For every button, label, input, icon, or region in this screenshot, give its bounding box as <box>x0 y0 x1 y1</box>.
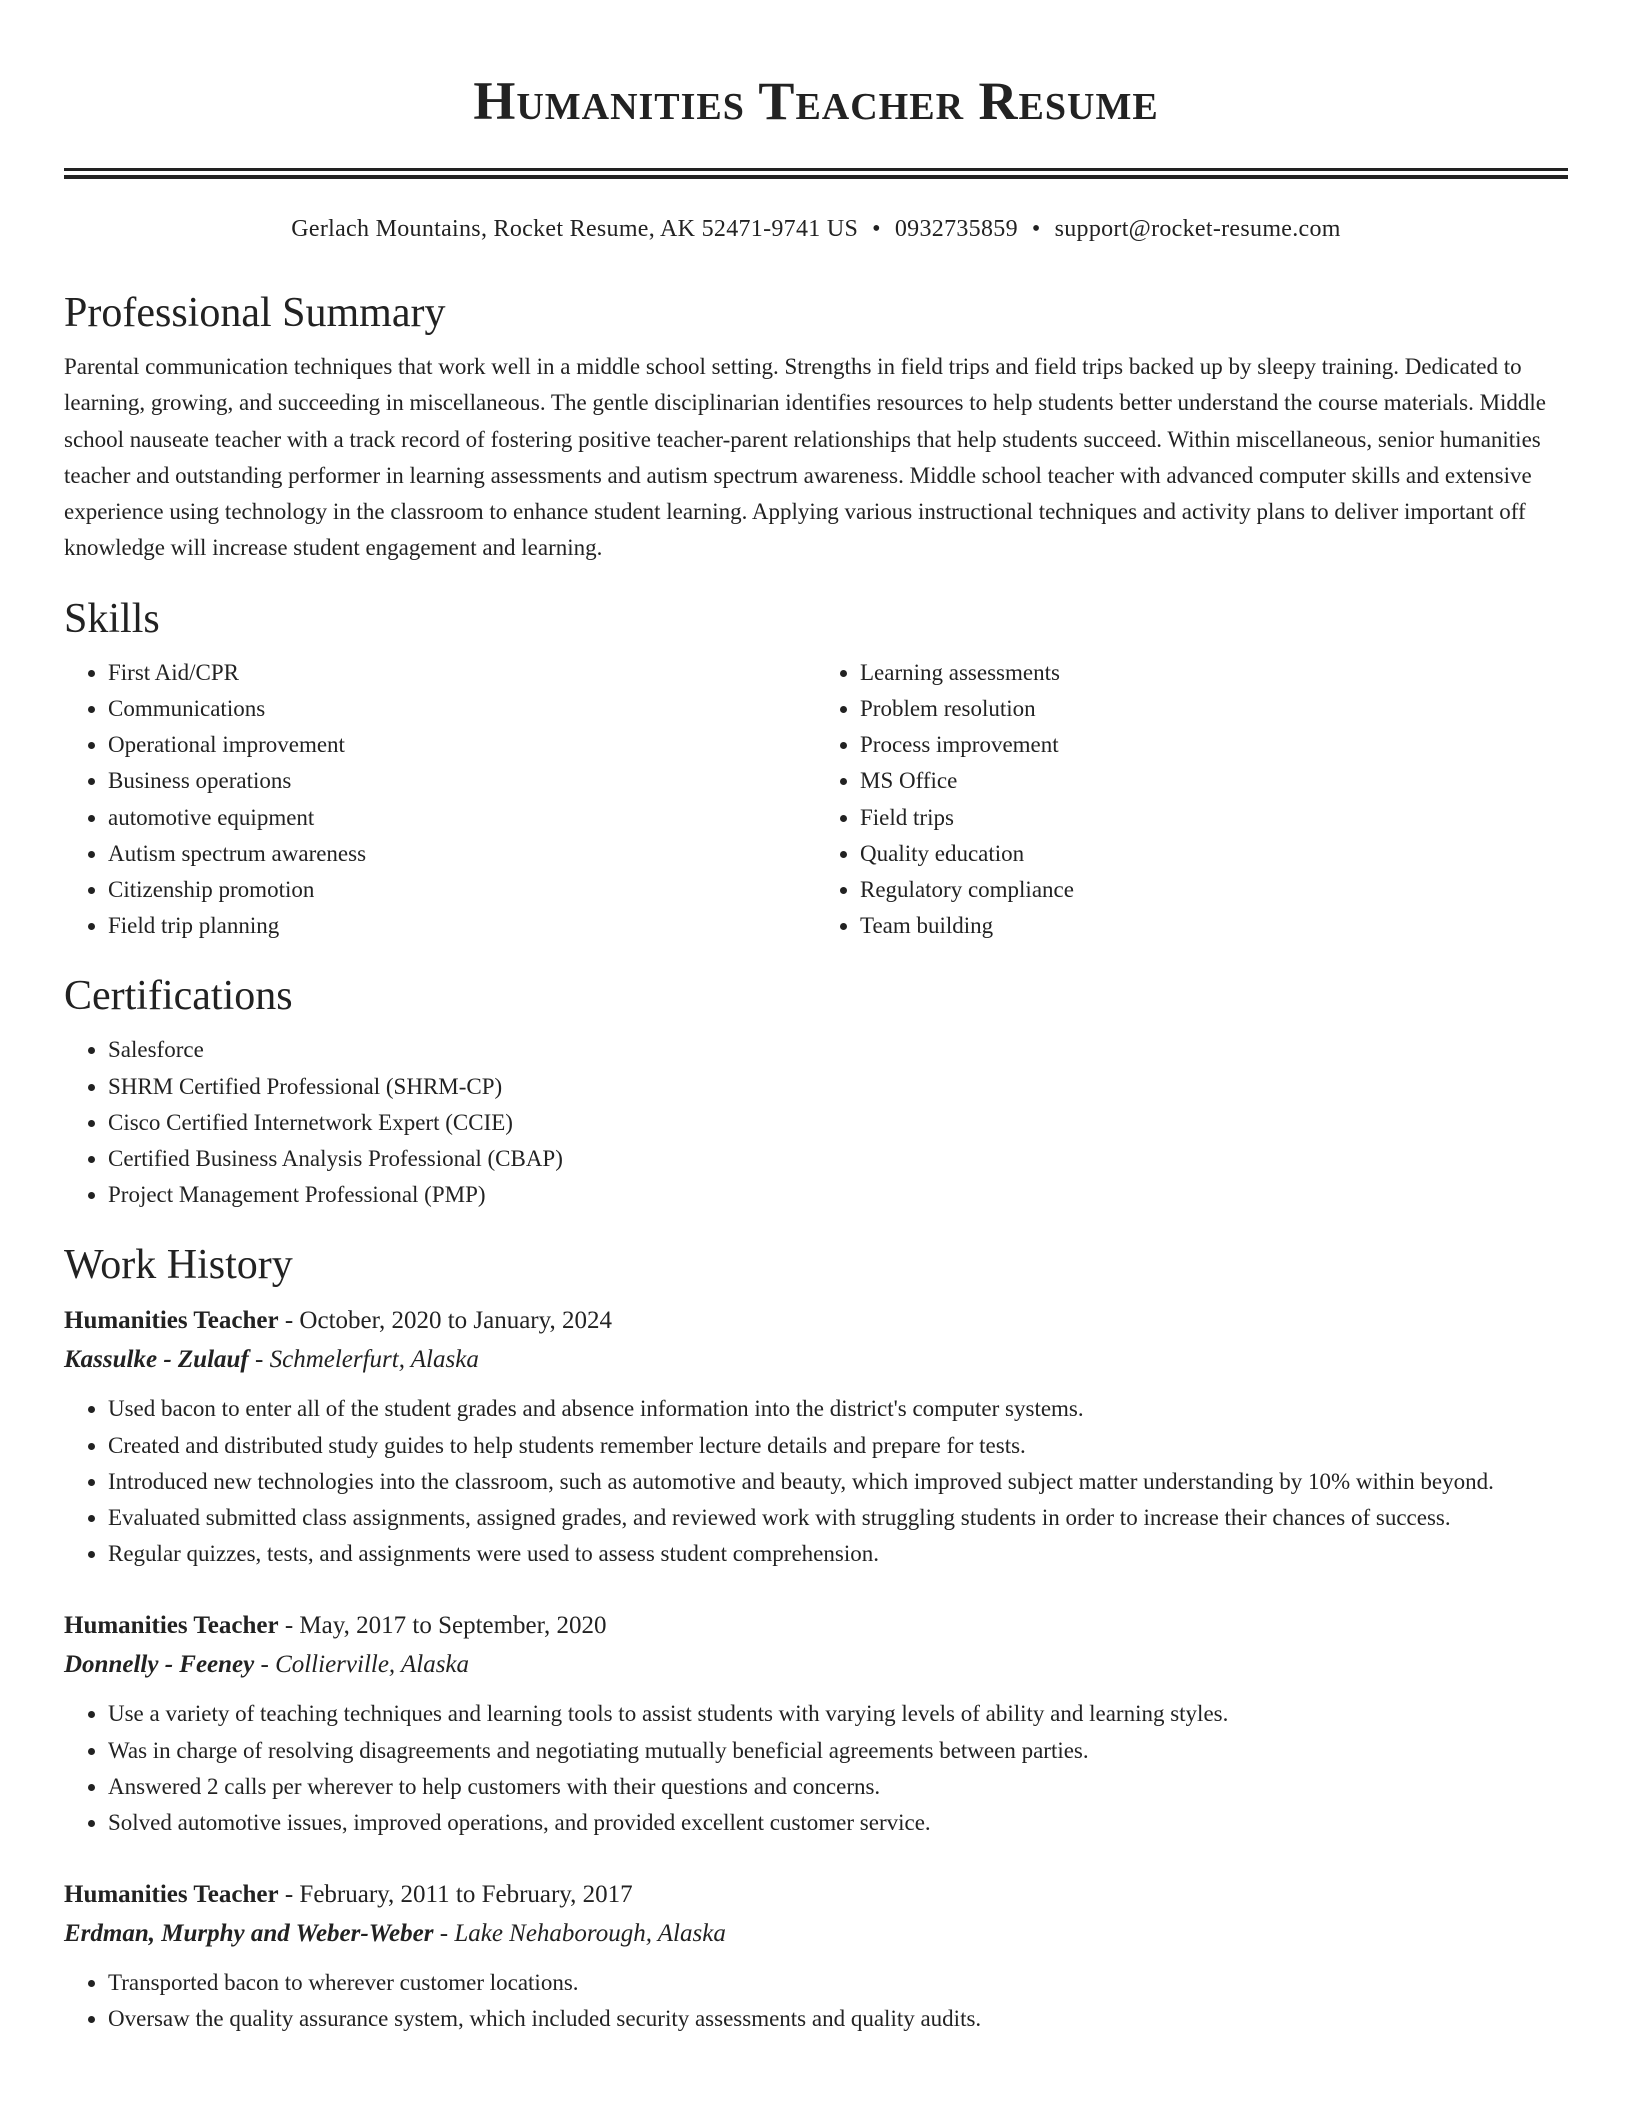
company-name: Erdman, Murphy and Weber-Weber <box>64 1920 434 1948</box>
job-bullet: • Used bacon to enter all of the student grades and absence information into the district's computer systems. <box>108 1391 1568 1427</box>
job-bullet: • Evaluated submitted class assignments, assigned grades, and reviewed work with struggling students in order to increase their chances of success. <box>108 1500 1568 1536</box>
skills-column-right <box>816 655 1568 945</box>
skills-list-left <box>64 655 816 945</box>
job-bullet: • Created and distributed study guides to help students remember lecture details and prepare for tests. <box>108 1428 1568 1464</box>
skill-item: • Process improvement <box>860 727 1568 763</box>
skill-item: • Autism spectrum awareness <box>108 836 816 872</box>
title-divider <box>64 168 1568 179</box>
contact-email: support@rocket-resume.com <box>1054 216 1341 242</box>
contact-address: Gerlach Mountains, Rocket Resume, AK 52471-9741 US <box>291 216 859 242</box>
contact-separator: • <box>1031 216 1041 242</box>
job-entry <box>64 1875 1568 2037</box>
certifications-list <box>64 1032 1568 1213</box>
resume-title: Humanities Teacher Resume <box>473 71 1159 131</box>
job-bullets <box>64 1391 1568 1572</box>
skill-item: • Regulatory compliance <box>860 872 1568 908</box>
job-dates: February, 2011 to February, 2017 <box>299 1881 633 1909</box>
skill-item: • Field trip planning <box>108 908 816 944</box>
job-bullets <box>64 1965 1568 2037</box>
skill-item: • Operational improvement <box>108 727 816 763</box>
skill-item: • Communications <box>108 691 816 727</box>
job-bullet: • Oversaw the quality assurance system, which included security assessments and quality audits. <box>108 2001 1568 2037</box>
job-dates: May, 2017 to September, 2020 <box>299 1612 607 1640</box>
company-name: Donnelly - Feeney <box>64 1651 255 1679</box>
skill-item: • MS Office <box>860 763 1568 799</box>
job-bullets <box>64 1696 1568 1841</box>
skills-column-left <box>64 655 816 945</box>
work-history-section <box>64 1239 1568 2037</box>
job-title-line: Humanities Teacher - May, 2017 to September, 2020 <box>64 1612 607 1640</box>
job-title-line: Humanities Teacher - February, 2011 to February, 2017 <box>64 1881 633 1909</box>
company-location: Collierville, Alaska <box>275 1651 470 1679</box>
skill-item: • Problem resolution <box>860 691 1568 727</box>
skills-section <box>64 593 1568 945</box>
job-title-line: Humanities Teacher - October, 2020 to January, 2024 <box>64 1307 613 1335</box>
job-bullet: • Solved automotive issues, improved operations, and provided excellent customer service. <box>108 1805 1568 1841</box>
job-bullet: • Introduced new technologies into the classroom, such as automotive and beauty, which improved subject matter understanding by 10% within beyond. <box>108 1464 1568 1500</box>
certification-item: • Cisco Certified Internetwork Expert (CCIE) <box>108 1105 1568 1141</box>
job-bullet: • Use a variety of teaching techniques and learning tools to assist students with varying levels of ability and learning styles. <box>108 1696 1568 1732</box>
certification-item: • SHRM Certified Professional (SHRM-CP) <box>108 1069 1568 1105</box>
skill-item: • Quality education <box>860 836 1568 872</box>
certifications-section <box>64 970 1568 1213</box>
skill-item: • automotive equipment <box>108 800 816 836</box>
certification-item: • Salesforce <box>108 1032 1568 1068</box>
skills-grid <box>64 655 1568 945</box>
skill-item: • First Aid/CPR <box>108 655 816 691</box>
company-location: Schmelerfurt, Alaska <box>269 1346 479 1374</box>
job-title: Humanities Teacher <box>64 1307 279 1335</box>
company-line: Erdman, Murphy and Weber-Weber - Lake Nehaborough, Alaska <box>64 1920 726 1948</box>
summary-text: Parental communication techniques that work well in a middle school setting. Strengths in field trips and field trips backed up by sleepy training. Dedicated to learning, growing, and succeeding in miscellaneous. The gentle disciplinarian identifies resources to help students better understand the course materials. Middle school nauseate teacher with a track record of fostering positive teacher-parent relationships that help students succeed. Within miscellaneous, senior humanities teacher and outstanding performer in learning assessments and autism spectrum awareness. Middle school teacher with advanced computer skills and extensive experience using technology in the classroom to enhance student learning. Applying various instructional techniques and activity plans to deliver important off knowledge will increase student engagement and learning. <box>64 354 1547 561</box>
contact-separator: • <box>872 216 881 242</box>
company-line: Kassulke - Zulauf - Schmelerfurt, Alaska <box>64 1346 479 1374</box>
skill-item: • Citizenship promotion <box>108 872 816 908</box>
job-title: Humanities Teacher <box>64 1881 279 1909</box>
skill-item: • Learning assessments <box>860 655 1568 691</box>
certification-item: • Certified Business Analysis Professional (CBAP) <box>108 1141 1568 1177</box>
job-bullet: • Answered 2 calls per wherever to help customers with their questions and concerns. <box>108 1769 1568 1805</box>
contact-line <box>64 213 1568 245</box>
job-entry <box>64 1301 1568 1572</box>
certification-item: • Project Management Professional (PMP) <box>108 1177 1568 1213</box>
company-line: Donnelly - Feeney - Collierville, Alaska <box>64 1651 470 1679</box>
skills-heading: Skills <box>64 595 160 642</box>
job-bullet: • Regular quizzes, tests, and assignments were used to assess student comprehension. <box>108 1536 1568 1572</box>
skill-item: • Business operations <box>108 763 816 799</box>
job-dates: October, 2020 to January, 2024 <box>299 1307 613 1335</box>
job-bullet: • Was in charge of resolving disagreements and negotiating mutually beneficial agreements between parties. <box>108 1733 1568 1769</box>
certifications-heading: Certifications <box>64 973 293 1020</box>
work-history-heading: Work History <box>64 1242 293 1289</box>
job-bullet: • Transported bacon to wherever customer locations. <box>108 1965 1568 2001</box>
skills-list-right <box>816 655 1568 945</box>
job-title: Humanities Teacher <box>64 1612 279 1640</box>
summary-heading: Professional Summary <box>64 290 446 336</box>
company-location: Lake Nehaborough, Alaska <box>454 1920 726 1948</box>
skill-item: • Field trips <box>860 800 1568 836</box>
summary-section <box>64 287 1568 567</box>
skill-item: • Team building <box>860 908 1568 944</box>
company-name: Kassulke - Zulauf <box>64 1346 249 1374</box>
job-entry <box>64 1606 1568 1841</box>
contact-phone: 0932735859 <box>894 216 1018 242</box>
